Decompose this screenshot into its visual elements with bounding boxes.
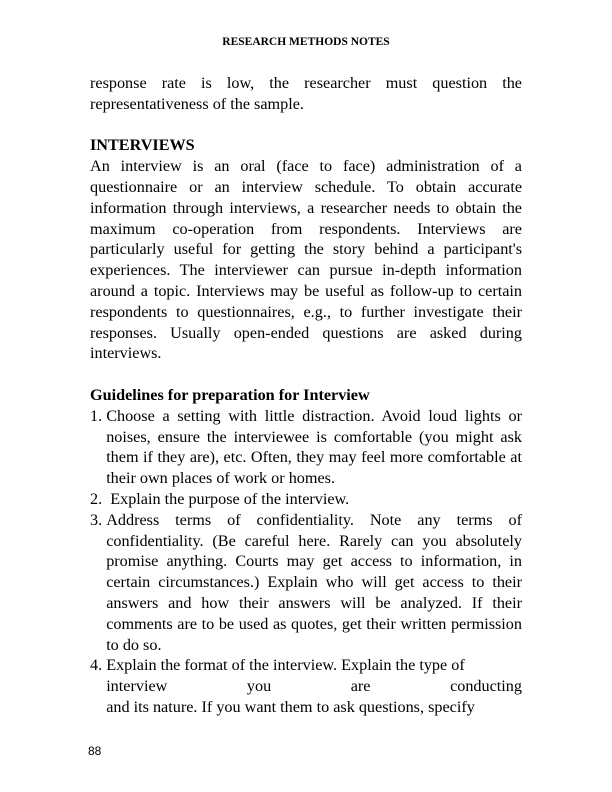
list-item — [90, 406, 522, 489]
spacer — [90, 115, 522, 136]
list-number: 4. — [90, 656, 107, 675]
intro-paragraph: response rate is low, the researcher must question the representativeness of the sample. — [90, 74, 522, 113]
list-item-line: Explain the format of the interview. Explain the type of — [106, 656, 465, 675]
word: you — [246, 677, 272, 696]
list-item-text: Choose a setting with little distraction. Avoid loud lights or noises, ensure the interviewee is comfortable (you might ask them if they are), etc. Often, they may feel more comfortable at their own places of work or homes. — [106, 406, 522, 488]
list-number: 1. — [90, 406, 107, 425]
list-item — [90, 489, 522, 510]
list-item-text: Address terms of confidentiality. Note any terms of confidentiality. (Be careful here. Rarely can you absolutely promise anything. Courts may get access to information, in certain circumstances.) Explain who will get access to their answers and how their answers will be analyzed. If their comments are to be used as quotes, get their written permission to do so. — [106, 510, 522, 654]
list-item-text — [106, 655, 522, 717]
spacer — [90, 364, 522, 385]
section-heading-guidelines: Guidelines for preparation for Interview — [90, 385, 370, 404]
list-number: 3. — [90, 510, 107, 529]
word: conducting — [450, 677, 522, 696]
page-number: 88 — [88, 744, 102, 758]
list-item-line-spread — [106, 676, 522, 697]
interviews-paragraph: An interview is an oral (face to face) administration of a questionnaire or an interview schedule. To obtain accurate information through interviews, a researcher needs to obtain the maximum co-operation from respondents. Interviews are particularly useful for getting the story behind a participant's experiences. The interviewer can pursue in-depth information around a topic. Interviews may be useful as follow-up to certain respondents to questionnaires, e.g., to further investigate their responses. Usually open-ended questions are asked during interviews. — [90, 157, 522, 363]
page-body — [90, 73, 522, 718]
running-header: RESEARCH METHODS NOTES — [222, 36, 390, 48]
list-number: 2. — [90, 489, 111, 508]
section-heading-interviews: INTERVIEWS — [90, 136, 195, 155]
list-item-text: Explain the purpose of the interview. — [110, 489, 350, 508]
word: interview — [106, 677, 168, 696]
list-item — [90, 655, 522, 717]
list-item — [90, 510, 522, 656]
list-item-line: and its nature. If you want them to ask questions, specify — [106, 697, 475, 716]
word: are — [350, 677, 371, 696]
